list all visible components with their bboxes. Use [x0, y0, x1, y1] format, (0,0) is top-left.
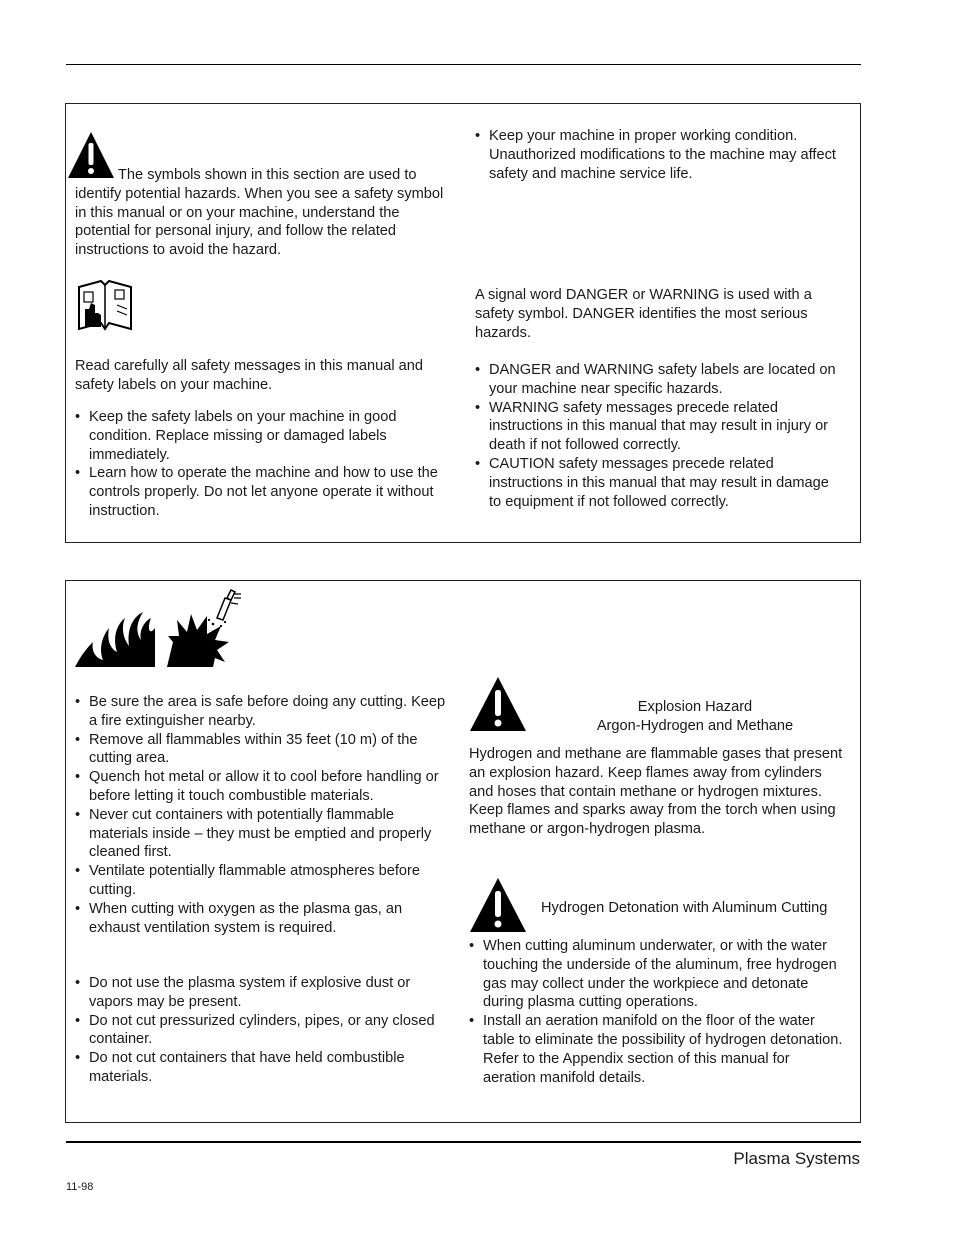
fire-icon — [73, 608, 157, 668]
signal-text: A signal word DANGER or WARNING is used with a safety symbol. DANGER identifies the most serious hazards. — [475, 287, 812, 341]
warning-triangle-icon — [469, 877, 527, 933]
warning-triangle-icon — [469, 676, 527, 732]
read-list — [75, 408, 445, 521]
read-manual-icon — [75, 279, 135, 334]
explosion-icon — [165, 586, 245, 668]
list-item: • Do not cut containers that have held combustible materials. — [75, 1049, 453, 1087]
list-item: • When cutting aluminum underwater, or with the water touching the underside of the aluminum, free hydrogen gas may collect under the workpiece and detonate during plasma cutting operations. — [469, 937, 845, 1012]
explosion-hazard-title: Explosion Hazard — [637, 699, 753, 715]
list-item: • When cutting with oxygen as the plasma gas, an exhaust ventilation system is required. — [75, 900, 453, 938]
maintain-list — [475, 127, 845, 183]
explosion-hazard-subtitle: Argon-Hydrogen and Methane — [596, 717, 794, 734]
list-item: • Ventilate potentially flammable atmospheres before cutting. — [75, 862, 453, 900]
list-item: • Quench hot metal or allow it to cool before handling or before letting it touch combustible materials. — [75, 768, 453, 806]
footer-rule — [66, 1141, 861, 1143]
fire-prevention-list — [75, 693, 453, 937]
list-item: • Keep your machine in proper working condition. Unauthorized modifications to the machine may affect safety and machine service life. — [475, 127, 845, 183]
footer-title: Plasma Systems — [733, 1149, 860, 1168]
intro-text: The symbols shown in this section are used to identify potential hazards. When you see a safety symbol in this manual or on your machine, understand the potential for personal injury, and follow the related instructions to avoid the hazard. — [75, 167, 444, 259]
footer-code: 11-98 — [66, 1181, 94, 1193]
read-text: Read carefully all safety messages in this manual and safety labels on your machine. — [75, 358, 423, 393]
list-item: • WARNING safety messages precede related instructions in this manual that may result in injury or death if not followed correctly. — [475, 399, 845, 455]
list-item: • DANGER and WARNING safety labels are located on your machine near specific hazards. — [475, 361, 845, 399]
list-item: • Be sure the area is safe before doing any cutting. Keep a fire extinguisher nearby. — [75, 693, 453, 731]
explosion-hazard-heading — [560, 698, 830, 736]
detonation-list — [469, 937, 845, 1087]
list-item: • Do not cut pressurized cylinders, pipes, or any closed container. — [75, 1012, 453, 1050]
list-item: • Never cut containers with potentially flammable materials inside – they must be emptied and properly cleaned first. — [75, 806, 453, 862]
list-item: • Remove all flammables within 35 feet (10 m) of the cutting area. — [75, 731, 453, 769]
explosion-hazard-text: Hydrogen and methane are flammable gases that present an explosion hazard. Keep flames away from cylinders and hoses that contain methane or hydrogen mixtures. Keep flames and sparks away from the torch when using methane or argon-hydrogen plasma. — [469, 746, 843, 838]
list-item: • Install an aeration manifold on the floor of the water table to eliminate the possibility of hydrogen detonation. Refer to the Appendix section of this manual for aeration manifold details. — [469, 1012, 845, 1087]
list-item: • Do not use the plasma system if explosive dust or vapors may be present. — [75, 974, 453, 1012]
explosion-prevention-list — [75, 974, 453, 1087]
detonation-heading: Hydrogen Detonation with Aluminum Cutting — [541, 900, 828, 916]
list-item: • CAUTION safety messages precede related instructions in this manual that may result in damage to equipment if not followed correctly. — [475, 455, 845, 511]
signal-list — [475, 361, 845, 511]
list-item: • Learn how to operate the machine and how to use the controls properly. Do not let anyone operate it without instruction. — [75, 464, 445, 520]
header-rule — [66, 64, 861, 65]
list-item: • Keep the safety labels on your machine in good condition. Replace missing or damaged labels immediately. — [75, 408, 445, 464]
